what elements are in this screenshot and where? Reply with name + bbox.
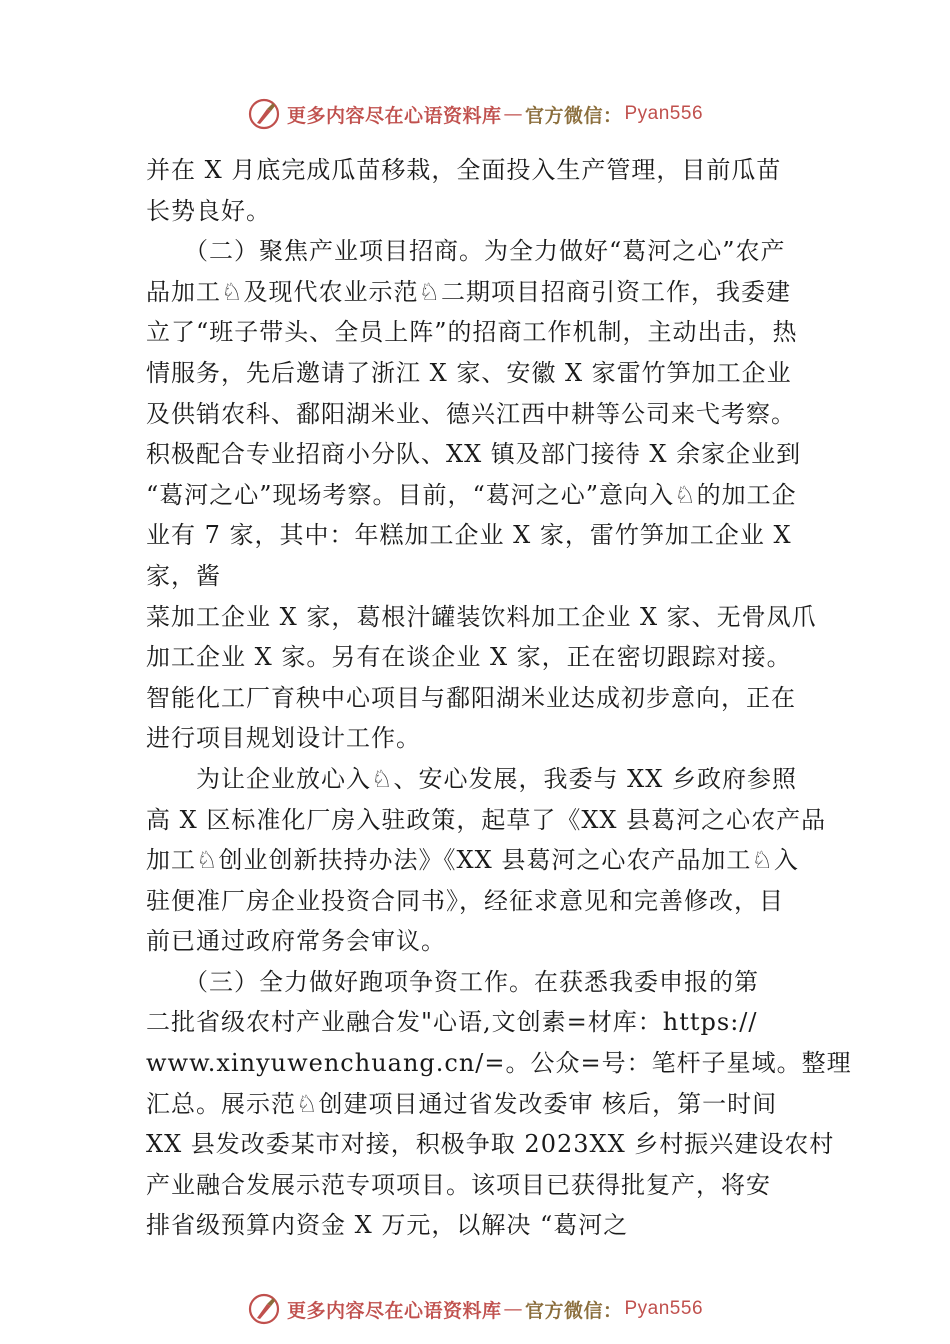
text-line: “葛河之心”现场考察。目前，“葛河之心”意向入♘的加工企 bbox=[146, 480, 797, 509]
text-line: 业有 7 家，其中：年糕加工企业 X 家，雷竹笋加工企业 X bbox=[146, 521, 792, 550]
text-line: 积极配合专业招商小分队、XX 镇及部门接待 X 余家企业到 bbox=[146, 440, 802, 469]
document-body bbox=[146, 150, 852, 1246]
text-line: 汇总。展示范♘创建项目通过省发改委审 核后，第一时间 bbox=[146, 1089, 778, 1118]
banner-dash: — bbox=[503, 103, 523, 125]
text-line: （二）聚焦产业项目招商。为全力做好“葛河之心”农产 bbox=[146, 237, 786, 266]
text-line: （三）全力做好跑项争资工作。在获悉我委申报的第 bbox=[146, 967, 759, 996]
text-line: 立了“班子带头、全员上阵”的招商工作机制，主动出击，热 bbox=[146, 318, 798, 347]
text-line: 加工企业 X 家。另有在谈企业 X 家，正在密切跟踪对接。 bbox=[146, 643, 792, 672]
banner-wechat-id: Pyan556 bbox=[624, 103, 704, 124]
pen-nib-circle-logo-icon bbox=[247, 97, 281, 131]
banner-dash: — bbox=[503, 1298, 523, 1320]
text-line: 前已通过政府常务会审议。 bbox=[146, 927, 446, 956]
text-line: 智能化工厂育秧中心项目与鄱阳湖米业达成初步意向，正在 bbox=[146, 683, 796, 712]
text-line: 产业融合发展示范专项项目。该项目已获得批复产，将安 bbox=[146, 1170, 771, 1199]
banner-wechat-id: Pyan556 bbox=[624, 1298, 704, 1319]
text-line: 二批省级农村产业融合发"心语,文创素=材库：https:// bbox=[146, 1008, 758, 1037]
pen-nib-circle-logo-icon bbox=[247, 1292, 281, 1326]
text-line: 排省级预算内资金 X 万元，以解决 “葛河之 bbox=[146, 1211, 629, 1240]
text-line: 情服务，先后邀请了浙江 X 家、安徽 X 家雷竹笋加工企业 bbox=[146, 358, 792, 387]
text-line: 品加工♘及现代农业示范♘二期项目招商引资工作，我委建 bbox=[146, 277, 792, 306]
text-line: 驻便准厂房企业投资合同书》，经征求意见和完善修改，目 bbox=[146, 886, 784, 915]
banner-main-text: 更多内容尽在心语资料库 bbox=[286, 1299, 502, 1322]
text-line: 长势良好。 bbox=[146, 196, 271, 225]
text-line: XX 县发改委某市对接，积极争取 2023XX 乡村振兴建设农村 bbox=[146, 1130, 835, 1159]
text-line: www.xinyuwenchuang.cn/=。公众=号：笔杆子星域。整理 bbox=[146, 1049, 852, 1078]
text-line: 进行项目规划设计工作。 bbox=[146, 724, 421, 753]
text-line: 菜加工企业 X 家，葛根汁罐装饮料加工企业 X 家、无骨凤爪 bbox=[146, 602, 817, 631]
text-line: 高 X 区标准化厂房入驻政策，起草了《XX 县葛河之心农产品 bbox=[146, 805, 827, 834]
banner-main-text: 更多内容尽在心语资料库 bbox=[286, 104, 502, 127]
text-line: 并在 X 月底完成瓜苗移栽，全面投入生产管理，目前瓜苗 bbox=[146, 156, 782, 184]
text-line: 及供销农科、鄱阳湖米业、德兴江西中耕等公司来弋考察。 bbox=[146, 399, 796, 428]
banner-label: 官方微信： bbox=[524, 104, 623, 127]
header-banner bbox=[0, 94, 950, 134]
text-line: 加工♘创业创新扶持办法》《XX 县葛河之心农产品加工♘入 bbox=[146, 846, 799, 875]
banner-label: 官方微信： bbox=[524, 1299, 623, 1322]
text-line: 家，酱 bbox=[146, 561, 221, 590]
footer-banner bbox=[0, 1289, 950, 1329]
text-line: 为让企业放心入♘、安心发展，我委与 XX 乡政府参照 bbox=[146, 764, 797, 793]
